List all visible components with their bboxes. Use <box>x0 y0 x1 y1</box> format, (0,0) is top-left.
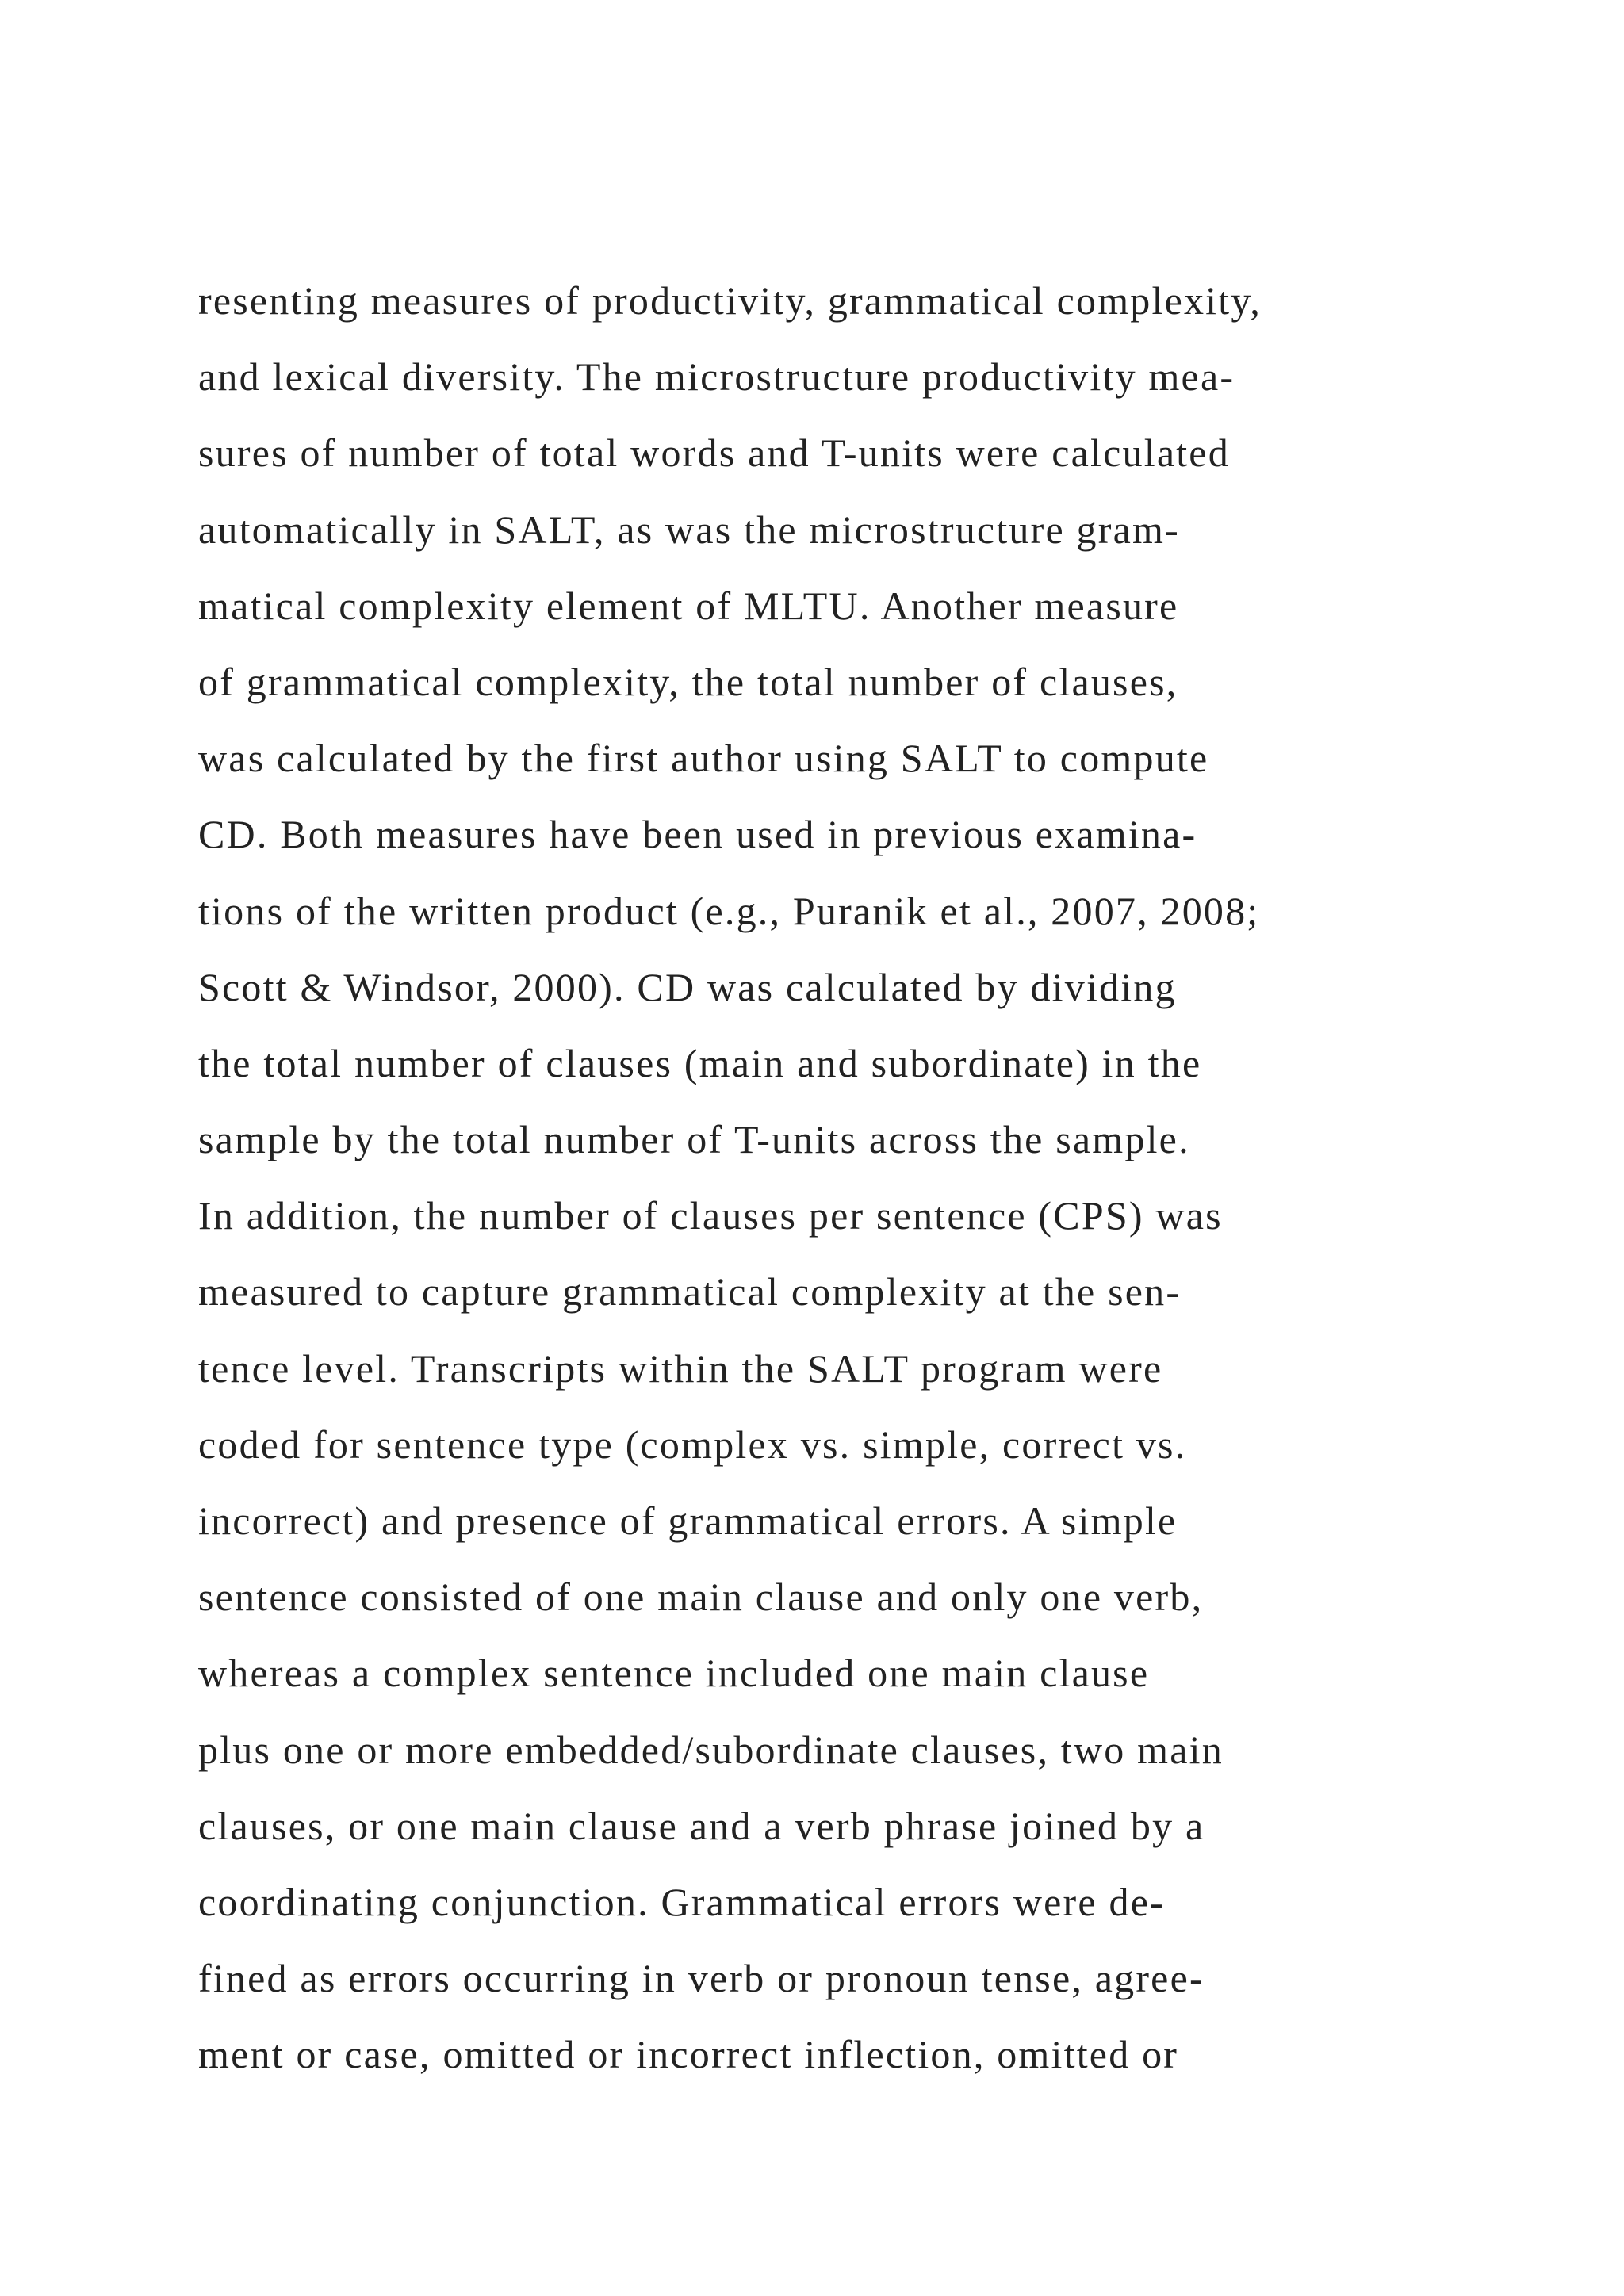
text-line: In addition, the number of clauses per sentence (CPS) was <box>198 1193 1223 1238</box>
text-line: coordinating conjunction. Grammatical errors were de- <box>198 1879 1165 1924</box>
text-line: measured to capture grammatical complexity at the sen- <box>198 1269 1182 1314</box>
text-line: coded for sentence type (complex vs. simple, correct vs. <box>198 1422 1187 1467</box>
body-paragraph <box>198 262 1594 2093</box>
text-line: Scott & Windsor, 2000). CD was calculated by dividing <box>198 964 1177 1009</box>
text-line: was calculated by the first author using SALT to compute <box>198 736 1209 781</box>
text-line: tence level. Transcripts within the SALT program were <box>198 1345 1163 1391</box>
text-line: tions of the written product (e.g., Puranik et al., 2007, 2008; <box>198 888 1260 933</box>
text-line: clauses, or one main clause and a verb phrase joined by a <box>198 1803 1205 1848</box>
text-line: the total number of clauses (main and subordinate) in the <box>198 1040 1202 1085</box>
text-line: CD. Both measures have been used in previous examina- <box>198 812 1197 857</box>
text-line: sample by the total number of T-units across the sample. <box>198 1117 1190 1162</box>
text-line: of grammatical complexity, the total number of clauses, <box>198 659 1178 704</box>
text-line: and lexical diversity. The microstructure productivity mea- <box>198 354 1235 400</box>
text-line: whereas a complex sentence included one main clause <box>198 1651 1150 1696</box>
text-line: sentence consisted of one main clause and only one verb, <box>198 1575 1204 1620</box>
text-line: sures of number of total words and T-units were calculated <box>198 430 1230 476</box>
text-line: matical complexity element of MLTU. Another measure <box>198 583 1179 628</box>
text-line: automatically in SALT, as was the microstructure gram- <box>198 507 1180 552</box>
text-line: fined as errors occurring in verb or pronoun tense, agree- <box>198 1956 1205 2001</box>
text-line: incorrect) and presence of grammatical errors. A simple <box>198 1498 1178 1543</box>
text-line: resenting measures of productivity, grammatical complexity, <box>198 278 1262 323</box>
text-line: ment or case, omitted or incorrect inflection, omitted or <box>198 2032 1179 2077</box>
text-line: plus one or more embedded/subordinate clauses, two main <box>198 1727 1224 1772</box>
